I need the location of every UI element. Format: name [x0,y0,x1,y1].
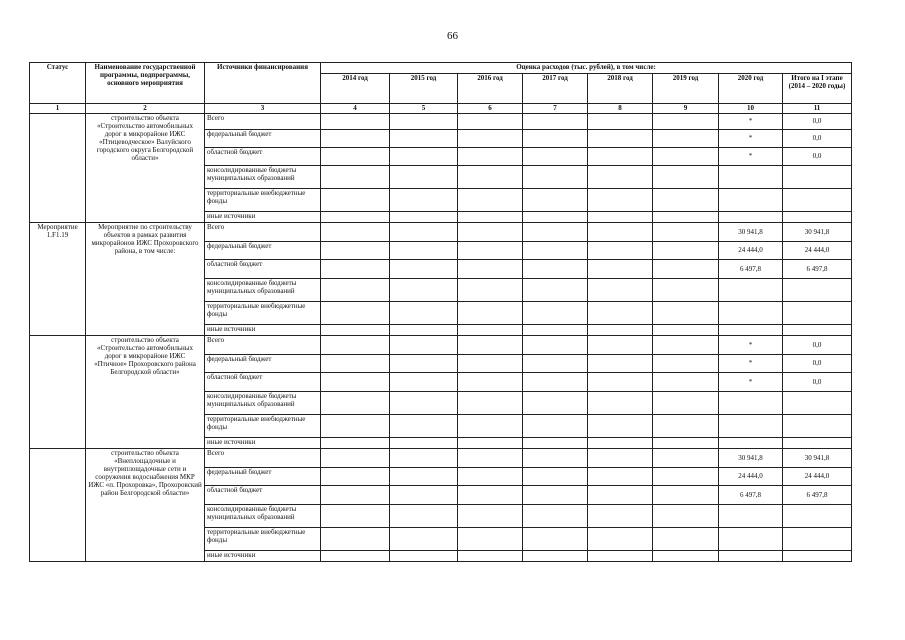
year-value [588,438,653,449]
value-2020 [719,438,783,449]
year-value [390,325,458,336]
year-value [458,130,523,148]
year-value [321,373,390,392]
year-value [653,114,719,130]
row-status [30,114,86,223]
col-number: 2 [86,104,205,114]
year-value [390,486,458,505]
year-value [321,355,390,373]
year-value [390,438,458,449]
value-total [783,189,852,212]
year-value [390,528,458,551]
funding-source: областной бюджет [205,486,321,505]
year-value [653,505,719,528]
year-value [523,528,588,551]
value-2020 [719,392,783,415]
value-2020 [719,189,783,212]
year-value [523,130,588,148]
col-number: 5 [390,104,458,114]
table-row [30,449,852,468]
year-value [321,415,390,438]
year-value [653,392,719,415]
value-2020: 24 444,0 [719,242,783,260]
funding-source: федеральный бюджет [205,130,321,148]
year-value [523,260,588,279]
year-value [523,551,588,562]
year-value [390,415,458,438]
year-value [588,486,653,505]
year-value [458,505,523,528]
funding-source: федеральный бюджет [205,355,321,373]
header-name: Наименование государственной программы, подпрограммы, основного мероприятия [86,63,205,104]
year-value [523,279,588,302]
year-value [458,468,523,486]
year-value [588,355,653,373]
year-value [458,325,523,336]
funding-source: областной бюджет [205,260,321,279]
value-2020 [719,551,783,562]
year-value [321,223,390,242]
row-status: Мероприятие 1.F1.19 [30,223,86,336]
funding-source: Всего [205,223,321,242]
value-total: 30 941,8 [783,223,852,242]
page-number: 66 [447,30,458,42]
header-year: 2017 год [523,74,588,104]
expenditure-table [29,62,852,562]
year-value [390,505,458,528]
table-row [30,114,852,130]
value-2020 [719,166,783,189]
year-value [588,325,653,336]
year-value [653,130,719,148]
value-total [783,166,852,189]
year-value [653,438,719,449]
year-value [321,505,390,528]
col-number: 8 [588,104,653,114]
year-value [523,189,588,212]
year-value [458,355,523,373]
year-value [588,373,653,392]
year-value [588,392,653,415]
year-value [321,486,390,505]
funding-source: иные источники [205,212,321,223]
year-value [390,279,458,302]
year-value [588,130,653,148]
year-value [588,302,653,325]
row-measure-name: строительство объекта «Строительство автомобильных дорог в микрорайоне ИЖС «Птичное» Прохоровского района Белгородской области» [86,336,205,449]
col-number: 9 [653,104,719,114]
year-value [653,449,719,468]
year-value [458,415,523,438]
value-total: 24 444,0 [783,242,852,260]
col-number: 4 [321,104,390,114]
header-year: 2016 год [458,74,523,104]
year-value [458,212,523,223]
year-value [588,260,653,279]
year-value [523,114,588,130]
value-2020: 30 941,8 [719,223,783,242]
year-value [523,373,588,392]
year-value [588,551,653,562]
year-value [458,302,523,325]
header-year: 2015 год [390,74,458,104]
value-total: 6 497,8 [783,486,852,505]
year-value [321,279,390,302]
year-value [321,260,390,279]
value-2020 [719,528,783,551]
column-number-row [30,104,852,114]
year-value [523,212,588,223]
value-total: 0,0 [783,114,852,130]
value-total: 0,0 [783,130,852,148]
value-2020 [719,415,783,438]
year-value [321,336,390,355]
col-number: 10 [719,104,783,114]
funding-source: территориальные внебюджетные фонды [205,415,321,438]
year-value [390,148,458,166]
year-value [458,148,523,166]
year-value [588,528,653,551]
year-value [458,336,523,355]
funding-source: консолидированные бюджеты муниципальных образований [205,505,321,528]
year-value [458,551,523,562]
header-year: 2019 год [653,74,719,104]
col-number: 3 [205,104,321,114]
year-value [653,212,719,223]
year-value [390,260,458,279]
year-value [458,114,523,130]
year-value [588,468,653,486]
col-number: 11 [783,104,852,114]
header-row-1 [30,63,852,74]
year-value [390,449,458,468]
year-value [653,166,719,189]
funding-source: территориальные внебюджетные фонды [205,528,321,551]
year-value [523,392,588,415]
year-value [588,114,653,130]
funding-source: территориальные внебюджетные фонды [205,302,321,325]
year-value [458,373,523,392]
funding-source: консолидированные бюджеты муниципальных образований [205,392,321,415]
header-status: Статус [30,63,86,104]
year-value [588,415,653,438]
year-value [390,468,458,486]
value-total [783,415,852,438]
year-value [653,336,719,355]
value-total: 24 444,0 [783,468,852,486]
value-total [783,212,852,223]
year-value [523,505,588,528]
year-value [523,223,588,242]
year-value [321,468,390,486]
year-value [653,260,719,279]
value-2020: 6 497,8 [719,486,783,505]
value-2020: * [719,148,783,166]
year-value [321,302,390,325]
funding-source: Всего [205,336,321,355]
funding-source: консолидированные бюджеты муниципальных образований [205,279,321,302]
year-value [653,302,719,325]
year-value [390,392,458,415]
year-value [588,148,653,166]
year-value [653,223,719,242]
year-value [523,302,588,325]
year-value [321,528,390,551]
value-total [783,325,852,336]
value-2020 [719,279,783,302]
value-2020: 6 497,8 [719,260,783,279]
year-value [458,392,523,415]
year-value [523,415,588,438]
year-value [523,325,588,336]
year-value [523,242,588,260]
value-2020: * [719,355,783,373]
value-2020: * [719,373,783,392]
funding-source: иные источники [205,551,321,562]
year-value [458,260,523,279]
year-value [523,449,588,468]
row-measure-name: строительство объекта «Внеплощадочные и внутриплощадочные сети и сооружения водоснабжения МКР ИЖС «п. Прохоровка», Прохоровский район Белгородской области» [86,449,205,562]
funding-source: иные источники [205,325,321,336]
year-value [653,486,719,505]
year-value [588,505,653,528]
year-value [653,279,719,302]
year-value [390,189,458,212]
funding-source: территориальные внебюджетные фонды [205,189,321,212]
row-status [30,449,86,562]
funding-source: областной бюджет [205,373,321,392]
year-value [321,114,390,130]
year-value [588,336,653,355]
value-2020: * [719,130,783,148]
year-value [653,242,719,260]
row-status [30,336,86,449]
value-total [783,302,852,325]
year-value [653,551,719,562]
header-year: 2018 год [588,74,653,104]
col-number: 6 [458,104,523,114]
col-number: 1 [30,104,86,114]
value-total [783,279,852,302]
row-measure-name: строительство объекта «Строительство автомобильных дорог в микрорайоне ИЖС «Птицеводческое» Валуйского городского округа Белгородской области» [86,114,205,223]
year-value [458,223,523,242]
funding-source: Всего [205,449,321,468]
year-value [653,189,719,212]
year-value [390,302,458,325]
value-2020 [719,325,783,336]
year-value [390,212,458,223]
header-year: 2020 год [719,74,783,104]
year-value [321,438,390,449]
year-value [523,148,588,166]
table-row [30,223,852,242]
funding-source: Всего [205,114,321,130]
year-value [653,148,719,166]
year-value [390,223,458,242]
year-value [390,336,458,355]
year-value [653,415,719,438]
year-value [321,166,390,189]
year-value [321,392,390,415]
year-value [523,486,588,505]
year-value [588,212,653,223]
year-value [458,242,523,260]
value-total [783,505,852,528]
year-value [523,438,588,449]
year-value [653,325,719,336]
year-value [523,166,588,189]
funding-source: федеральный бюджет [205,242,321,260]
year-value [321,212,390,223]
value-total [783,551,852,562]
year-value [523,355,588,373]
year-value [458,438,523,449]
header-year: 2014 год [321,74,390,104]
year-value [390,130,458,148]
year-value [458,279,523,302]
funding-source: иные источники [205,438,321,449]
year-value [653,528,719,551]
value-2020 [719,302,783,325]
year-value [458,486,523,505]
col-number: 7 [523,104,588,114]
year-value [653,355,719,373]
funding-source: областной бюджет [205,148,321,166]
year-value [588,449,653,468]
year-value [321,449,390,468]
value-total [783,528,852,551]
table-row [30,336,852,355]
year-value [588,279,653,302]
year-value [458,449,523,468]
value-2020: * [719,114,783,130]
year-value [390,166,458,189]
year-value [321,130,390,148]
header-sources: Источники финансирования [205,63,321,104]
year-value [390,355,458,373]
year-value [321,189,390,212]
year-value [390,242,458,260]
value-total [783,438,852,449]
funding-source: консолидированные бюджеты муниципальных образований [205,166,321,189]
value-2020 [719,212,783,223]
year-value [458,189,523,212]
value-total: 30 941,8 [783,449,852,468]
year-value [321,242,390,260]
value-total: 0,0 [783,355,852,373]
year-value [321,148,390,166]
year-value [588,223,653,242]
funding-source: федеральный бюджет [205,468,321,486]
year-value [653,468,719,486]
year-value [523,468,588,486]
header-estimate: Оценка расходов (тыс. рублей), в том числе: [321,63,852,74]
value-2020 [719,505,783,528]
value-2020: 24 444,0 [719,468,783,486]
value-total: 6 497,8 [783,260,852,279]
year-value [653,373,719,392]
year-value [588,166,653,189]
value-total: 0,0 [783,373,852,392]
row-measure-name: Мероприятие по строительству объектов в рамках развития микрорайонов ИЖС Прохоровского района, в том числе: [86,223,205,336]
year-value [588,189,653,212]
year-value [458,528,523,551]
year-value [390,114,458,130]
value-2020: * [719,336,783,355]
value-total: 0,0 [783,336,852,355]
value-total [783,392,852,415]
year-value [321,551,390,562]
value-total: 0,0 [783,148,852,166]
value-2020: 30 941,8 [719,449,783,468]
year-value [523,336,588,355]
year-value [588,242,653,260]
year-value [390,373,458,392]
year-value [321,325,390,336]
header-total: Итого на I этапе (2014 – 2020 годы) [783,74,852,104]
year-value [458,166,523,189]
year-value [390,551,458,562]
